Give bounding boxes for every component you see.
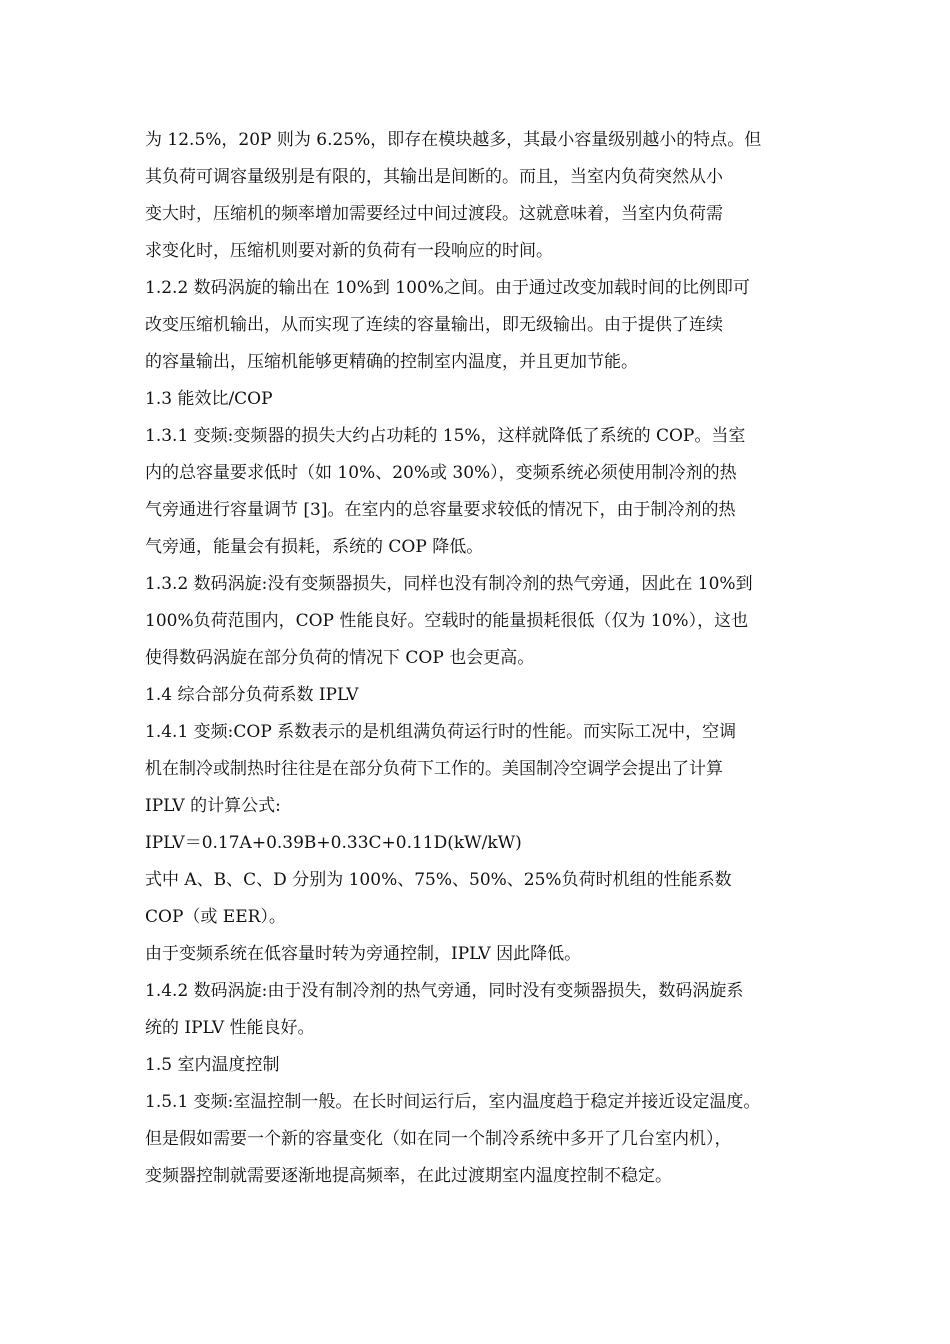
paragraph-line: COP（或 EER）。: [145, 907, 286, 927]
paragraph-line: 1.5.1 变频:室温控制一般。在长时间运行后，室内温度趋于稳定并接近设定温度。: [145, 1092, 761, 1112]
paragraph-line: 变频器控制就需要逐渐地提高频率，在此过渡期室内温度控制不稳定。: [145, 1166, 672, 1186]
paragraph-line: 机在制冷或制热时往往是在部分负荷下工作的。美国制冷空调学会提出了计算: [145, 759, 723, 779]
formula-line: IPLV＝0.17A+0.39B+0.33C+0.11D(kW/kW): [145, 833, 522, 853]
paragraph-line: 1.4.2 数码涡旋:由于没有制冷剂的热气旁通，同时没有变频器损失，数码涡旋系: [145, 981, 744, 1001]
paragraph-line: 式中 A、B、C、D 分别为 100%、75%、50%、25%负荷时机组的性能系数: [145, 870, 732, 890]
paragraph-line: 但是假如需要一个新的容量变化（如在同一个制冷系统中多开了几台室内机），: [145, 1129, 732, 1149]
paragraph-line: 内的总容量要求低时（如 10%、20%或 30%），变频系统必须使用制冷剂的热: [145, 463, 737, 483]
paragraph-line: 的容量输出，压缩机能够更精确的控制室内温度，并且更加节能。: [145, 352, 638, 372]
section-heading: 1.5 室内温度控制: [145, 1055, 280, 1075]
paragraph-line: 变大时，压缩机的频率增加需要经过中间过渡段。这就意味着，当室内负荷需: [145, 204, 723, 224]
paragraph-line: 1.2.2 数码涡旋的输出在 10%到 100%之间。由于通过改变加载时间的比例即可: [145, 278, 750, 298]
paragraph-line: 求变化时，压缩机则要对新的负荷有一段响应的时间。: [145, 241, 553, 261]
document-body: [145, 122, 825, 1195]
paragraph-line: 1.3.2 数码涡旋:没有变频器损失，同样也没有制冷剂的热气旁通，因此在 10%到: [145, 574, 753, 594]
section-heading: 1.3 能效比/COP: [145, 389, 273, 409]
paragraph-line: 气旁通进行容量调节 [3]。在室内的总容量要求较低的情况下，由于制冷剂的热: [145, 500, 736, 520]
paragraph-line: 100%负荷范围内，COP 性能良好。空载时的能量损耗很低（仅为 10%），这也: [145, 611, 749, 631]
paragraph-line: IPLV 的计算公式:: [145, 796, 281, 816]
paragraph-line: 1.3.1 变频:变频器的损失大约占功耗的 15%，这样就降低了系统的 COP。当室: [145, 426, 746, 446]
paragraph-line: 气旁通，能量会有损耗，系统的 COP 降低。: [145, 537, 484, 557]
paragraph-line: 使得数码涡旋在部分负荷的情况下 COP 也会更高。: [145, 648, 535, 668]
paragraph-line: 1.4.1 变频:COP 系数表示的是机组满负荷运行时的性能。而实际工况中，空调: [145, 722, 737, 742]
paragraph-line: 为 12.5%，20P 则为 6.25%，即存在模块越多，其最小容量级别越小的特点。但: [145, 130, 762, 150]
section-heading: 1.4 综合部分负荷系数 IPLV: [145, 685, 359, 705]
paragraph-line: 由于变频系统在低容量时转为旁通控制，IPLV 因此降低。: [145, 944, 582, 964]
paragraph-line: 改变压缩机输出，从而实现了连续的容量输出，即无级输出。由于提供了连续: [145, 315, 723, 335]
paragraph-line: 统的 IPLV 性能良好。: [145, 1018, 315, 1038]
paragraph-line: 其负荷可调容量级别是有限的，其输出是间断的。而且，当室内负荷突然从小: [145, 167, 723, 187]
